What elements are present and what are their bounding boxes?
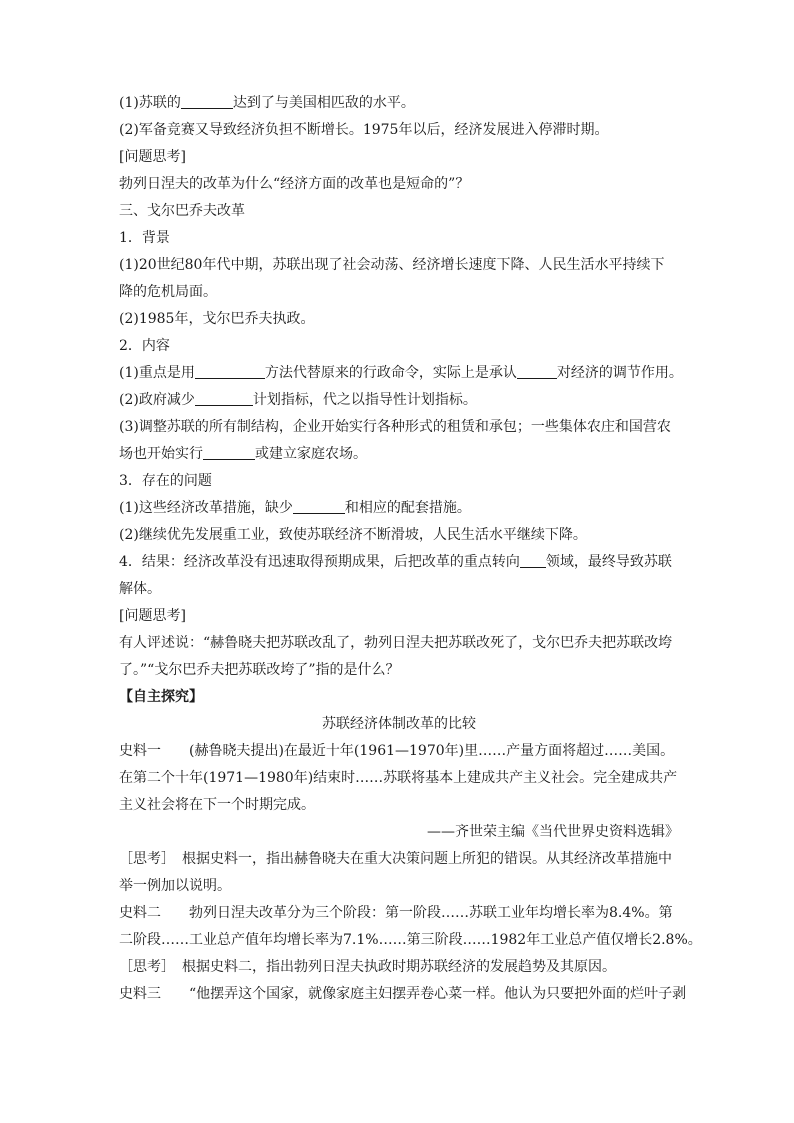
paragraph: 降的危机局面。 xyxy=(119,284,217,300)
paragraph: 了。”“戈尔巴乔夫把苏联改垮了”指的是什么？ xyxy=(119,662,400,678)
fill-blank[interactable] xyxy=(517,362,557,379)
source-paragraph: 史料二 勃列日涅夫改革分为三个阶段：第一阶段……苏联工业年均增长率为8.4%。第 xyxy=(119,905,673,921)
paragraph: (2)军备竞赛又导致经济负担不断增长。1975年以后，经济发展进入停滞时期。 xyxy=(119,122,609,138)
sub-heading: 2．内容 xyxy=(119,338,170,354)
paragraph: (1)这些经济改革措施，缺少 和相应的配套措施。 xyxy=(119,495,679,522)
paragraph: 4．结果：经济改革没有迅速取得预期成果，后把改革的重点转向 领域，最终导致苏联 xyxy=(119,549,679,576)
paragraph: (2)1985年，戈尔巴乔夫执政。 xyxy=(119,311,315,327)
thinking-prompt: ［思考］ 根据史料二，指出勃列日涅夫执政时期苏联经济的发展趋势及其原因。 xyxy=(119,959,616,975)
source-citation: ——齐世荣主编《当代世界史资料选辑》 xyxy=(427,824,679,840)
sub-heading: 3．存在的问题 xyxy=(119,473,212,489)
paragraph: 场也开始实行 或建立家庭农场。 xyxy=(119,441,679,468)
fill-blank[interactable] xyxy=(203,443,255,460)
paragraph: (2)政府减少 计划指标，代之以指导性计划指标。 xyxy=(119,387,679,414)
source-paragraph: 史料一 (赫鲁晓夫提出)在最近十年(1961—1970年)里……产量方面将超过……美国。 xyxy=(119,743,675,759)
fill-blank[interactable] xyxy=(520,551,546,568)
thinking-prompt: 举一例加以说明。 xyxy=(119,878,231,894)
thinking-prompt: ［思考］ 根据史料一，指出赫鲁晓夫在重大决策问题上所犯的错误。从其经济改革措施中 xyxy=(119,851,672,867)
sub-heading: 1．背景 xyxy=(119,230,170,246)
question-heading: [问题思考] xyxy=(119,149,186,165)
paragraph: 勃列日涅夫的改革为什么“经济方面的改革也是短命的”？ xyxy=(119,176,470,192)
fill-blank[interactable] xyxy=(293,497,345,514)
paragraph: (2)继续优先发展重工业，致使苏联经济不断滑坡，人民生活水平继续下降。 xyxy=(119,527,587,543)
paragraph: (1)20世纪80年代中期，苏联出现了社会动荡、经济增长速度下降、人民生活水平持续下 xyxy=(119,257,665,273)
paragraph: 有人评述说：“赫鲁晓夫把苏联改乱了，勃列日涅夫把苏联改死了，戈尔巴乔夫把苏联改垮 xyxy=(119,635,673,651)
paragraph: (1)苏联的 达到了与美国相匹敌的水平。 xyxy=(119,90,679,117)
source-paragraph: 在第二个十年(1971—1980年)结束时……苏联将基本上建成共产主义社会。完全建成共产 xyxy=(119,770,678,786)
source-paragraph: 史料三 “他摆弄这个国家，就像家庭主妇摆弄卷心菜一样。他认为只要把外面的烂叶子剥 xyxy=(119,986,687,1002)
source-paragraph: 二阶段……工业总产值年均增长率为7.1%……第三阶段……1982年工业总产值仅增长2.8%。 xyxy=(119,932,702,948)
section-heading: 【自主探究】 xyxy=(119,689,203,705)
fill-blank[interactable] xyxy=(195,389,253,406)
source-paragraph: 主义社会将在下一个时期完成。 xyxy=(119,797,315,813)
document-body xyxy=(119,90,702,1008)
table-title: 苏联经济体制改革的比较 xyxy=(322,716,476,732)
question-heading: [问题思考] xyxy=(119,608,186,624)
fill-blank[interactable] xyxy=(181,92,233,109)
paragraph: (3)调整苏联的所有制结构，企业开始实行各种形式的租赁和承包；一些集体农庄和国营农 xyxy=(119,419,671,435)
section-heading: 三、戈尔巴乔夫改革 xyxy=(119,203,245,219)
paragraph: (1)重点是用 方法代替原来的行政命令，实际上是承认 对经济的调节作用。 xyxy=(119,360,679,387)
paragraph: 解体。 xyxy=(119,581,161,597)
fill-blank[interactable] xyxy=(195,362,265,379)
